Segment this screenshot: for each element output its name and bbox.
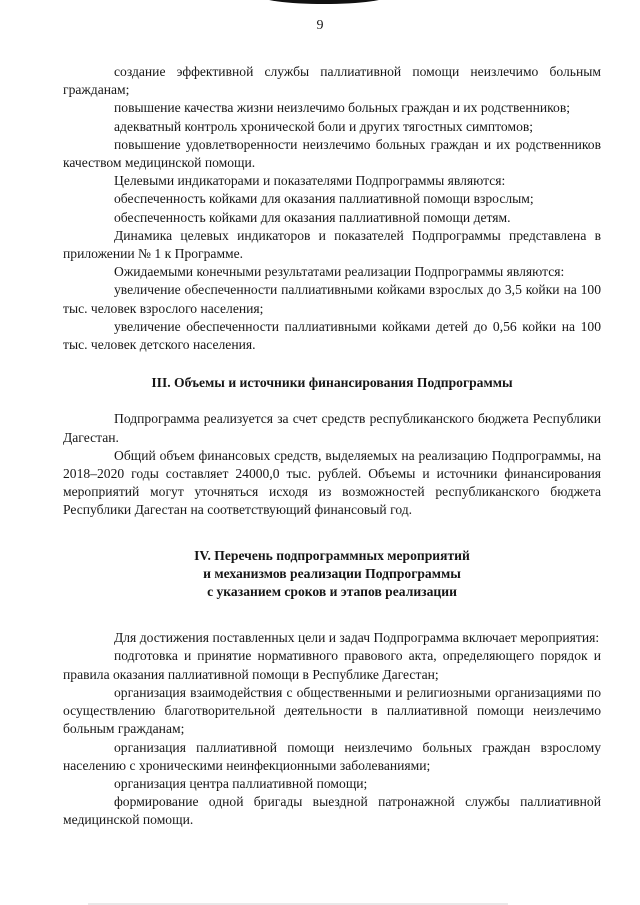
section-4-heading-line: IV. Перечень подпрограммных мероприятий [194,547,470,563]
measure-item: организация центра паллиативной помощи; [114,775,368,791]
dynamics-paragraph: Динамика целевых индикаторов и показателей Подпрограммы представлена в приложении № 1 к Программе. [63,227,601,262]
results-intro: Ожидаемыми конечными результатами реализации Подпрограммы являются: [114,264,565,280]
list-item: повышение качества жизни неизлечимо больных граждан и их родственников; [114,100,571,116]
page-body [63,63,601,830]
indicator-item: обеспеченность койками для оказания паллиативной помощи взрослым; [114,191,534,207]
section-4-heading [63,547,601,602]
measure-item: подготовка и принятие нормативного правового акта, определяющего порядок и правила оказания паллиативной помощи в Республике Дагестан; [63,648,601,682]
measure-item: формирование одной бригады выездной патронажной службы паллиативной медицинской помощи. [63,794,601,828]
page-number: 9 [316,18,324,33]
list-item: повышение удовлетворенности неизлечимо больных граждан и их родственников качеством медицинской помощи. [63,136,601,171]
list-item: создание эффективной службы паллиативной помощи неизлечимо больным гражданам; [63,64,601,98]
result-item: увеличение обеспеченности паллиативными койками взрослых до 3,5 койки на 100 тыс. человек взрослого населения; [63,282,601,316]
result-item: увеличение обеспеченности паллиативными койками детей до 0,56 койки на 100 тыс. человек детского населения. [63,318,601,353]
section-3-heading: III. Объемы и источники финансирования Подпрограммы [151,375,513,391]
measures-intro: Для достижения поставленных цели и задач Подпрограмма включает мероприятия: [114,630,600,646]
binder-mark [258,0,390,4]
funding-paragraph: Подпрограмма реализуется за счет средств республиканского бюджета Республики Дагестан. [63,411,601,445]
indicators-intro: Целевыми индикаторами и показателями Подпрограммы являются: [114,173,506,189]
list-item: адекватный контроль хронической боли и других тягостных симптомов; [114,118,534,134]
section-4-heading-line: и механизмов реализации Подпрограммы [203,565,461,581]
section-4-heading-line: с указанием сроков и этапов реализации [207,584,457,600]
measure-item: организация паллиативной помощи неизлечимо больных граждан взрослому населению с хроническими неинфекционными заболеваниями; [63,739,601,773]
funding-paragraph: Общий объем финансовых средств, выделяемых на реализацию Подпрограммы, на 2018–2020 годы составляет 24000,0 тыс. рублей. Объемы и источники финансирования мероприятий могут уточняться исходя из возможностей республиканского бюджета Республики Дагестан на соответствующий финансовый год. [63,447,601,518]
measure-item: организация взаимодействия с общественными и религиозными организациями по осуществлению благотворительной деятельности в паллиативной помощи неизлечимо больным гражданам; [63,684,601,737]
indicator-item: обеспеченность койками для оказания паллиативной помощи детям. [114,209,511,225]
